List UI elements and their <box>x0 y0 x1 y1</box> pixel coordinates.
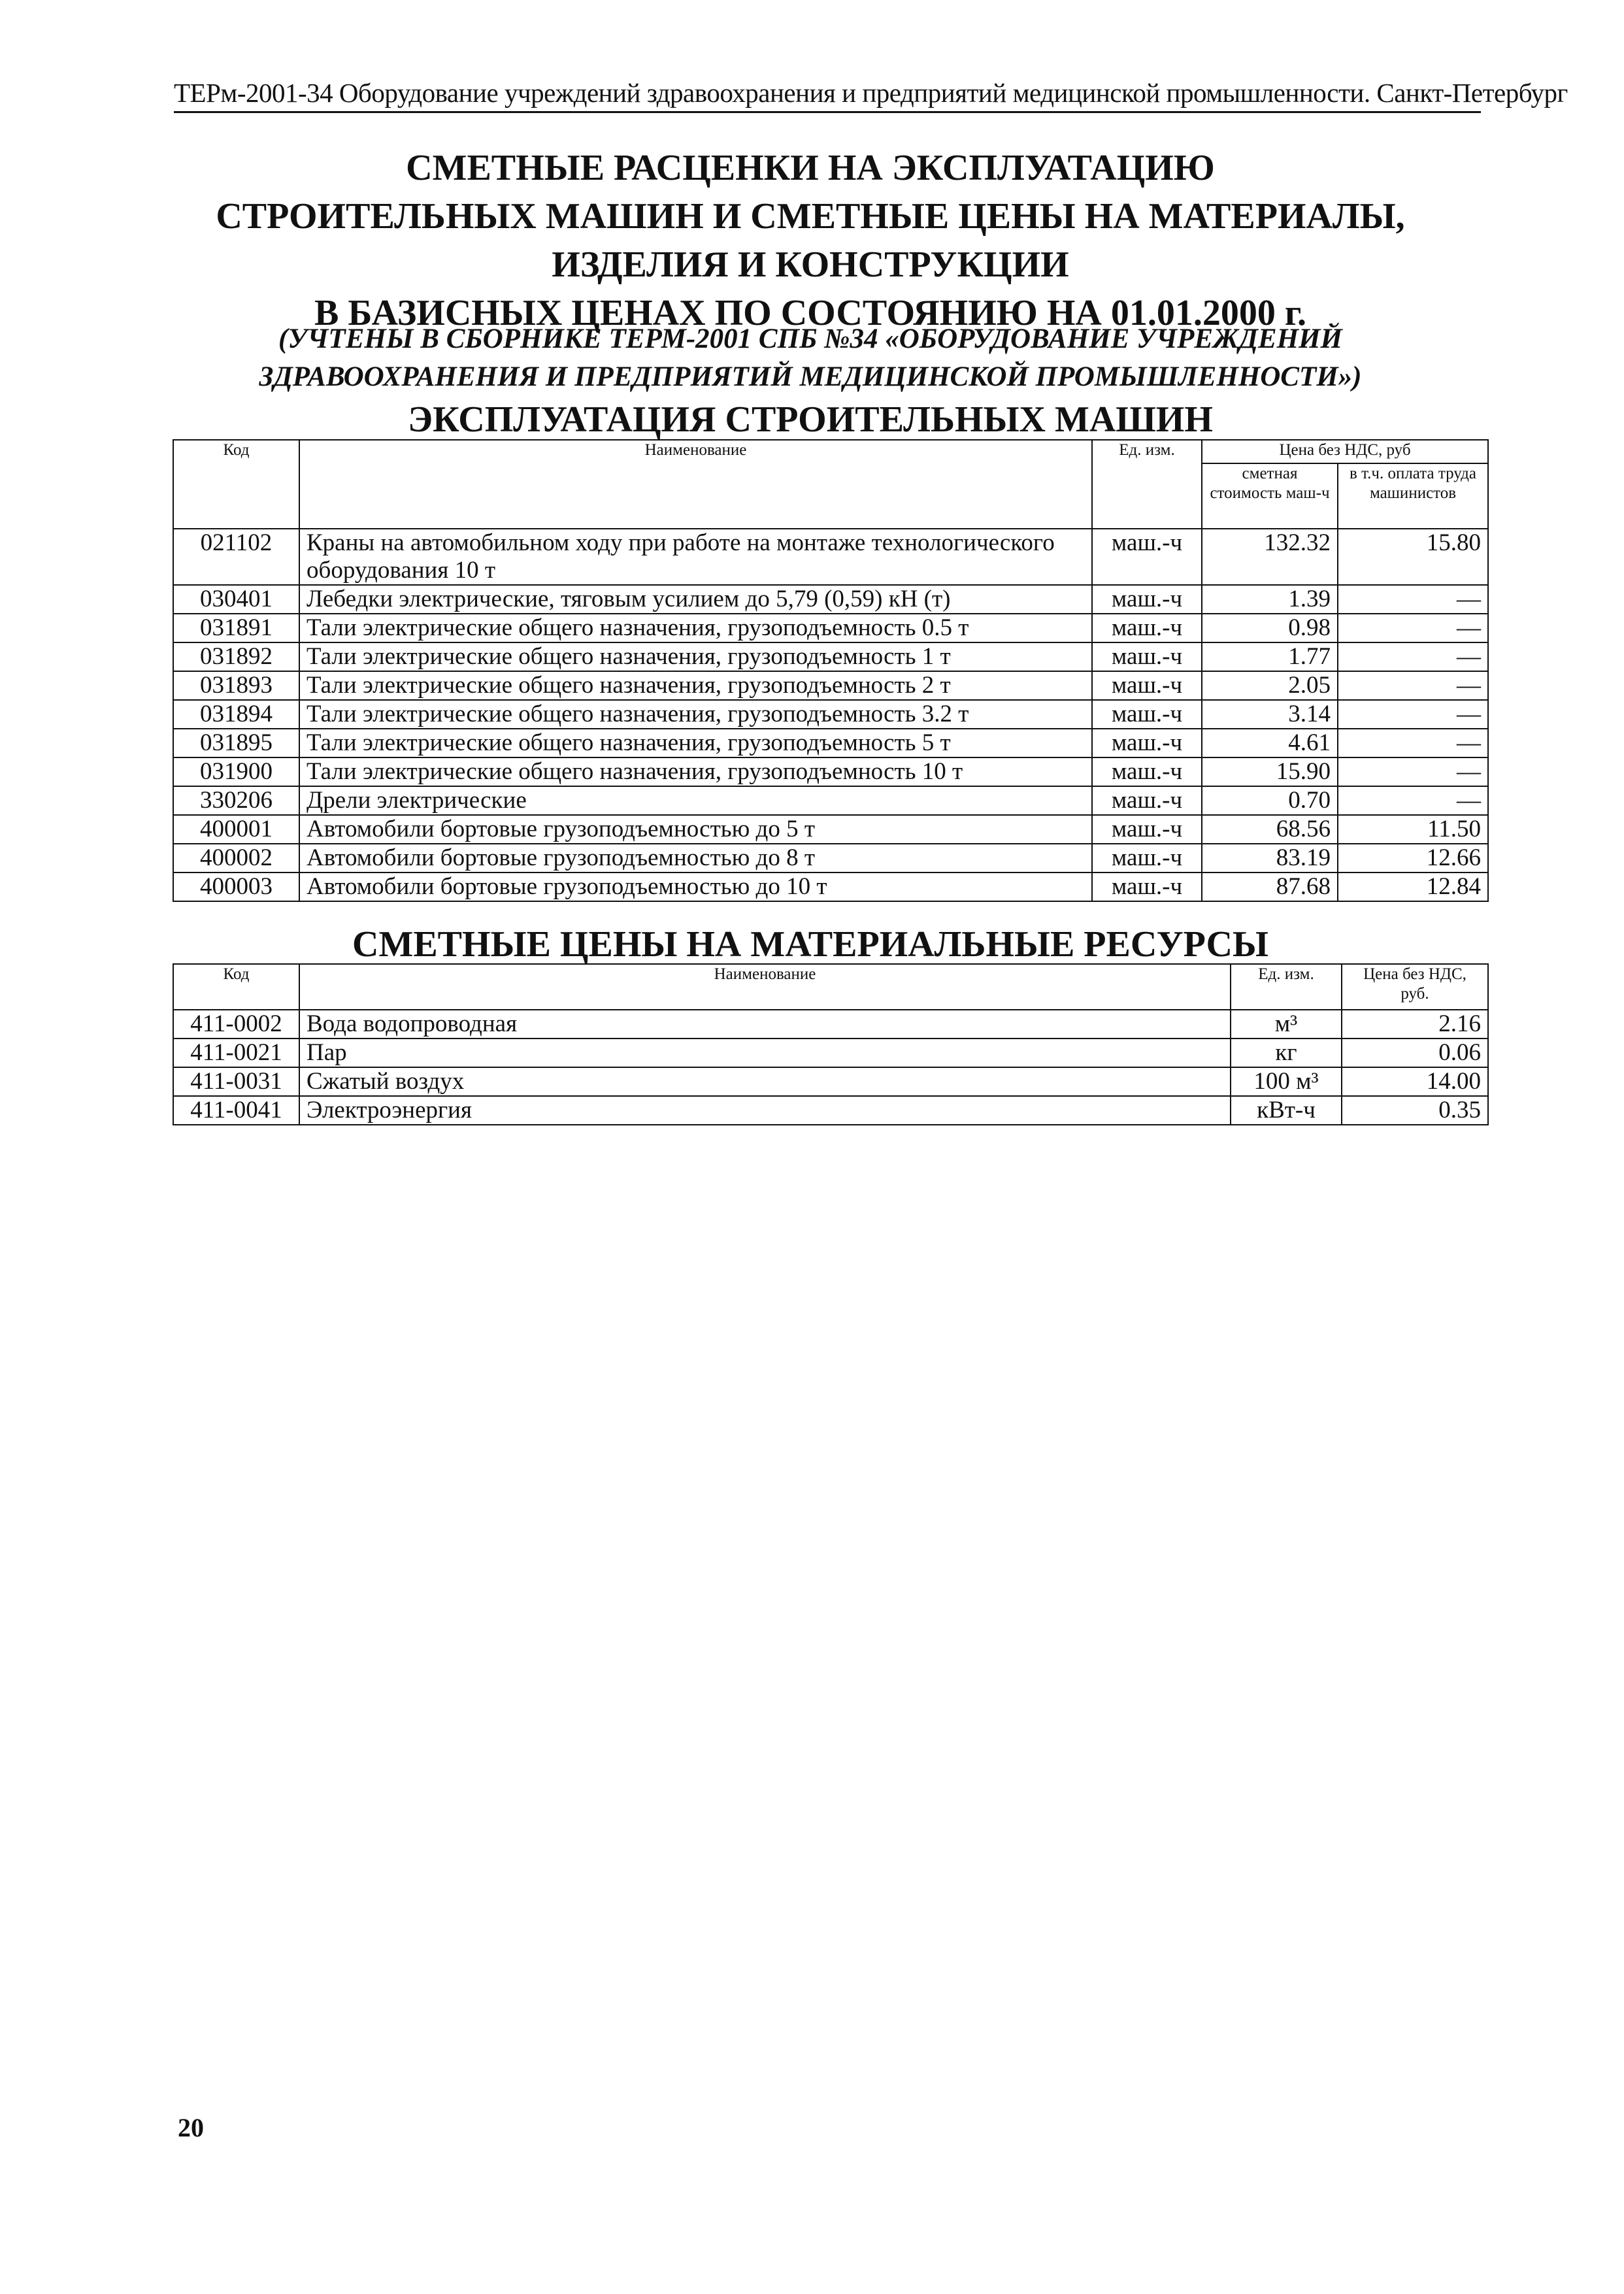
main-title-line: В БАЗИСНЫХ ЦЕНАХ ПО СОСТОЯНИЮ НА 01.01.2000 г. <box>314 293 1306 333</box>
cell-cost: 83.19 <box>1202 844 1338 873</box>
cell-cost: 1.77 <box>1202 642 1338 671</box>
cell-unit: маш.-ч <box>1092 671 1202 700</box>
cell-unit: маш.-ч <box>1092 642 1202 671</box>
subtitle-line: ЗДРАВООХРАНЕНИЯ И ПРЕДПРИЯТИЙ МЕДИЦИНСКОЙ ПРОМЫШЛЕННОСТИ») <box>259 361 1362 392</box>
cell-cost: 15.90 <box>1202 757 1338 786</box>
table-row <box>173 815 1488 844</box>
cell-price: 2.16 <box>1342 1010 1488 1039</box>
page-number: 20 <box>178 2113 204 2142</box>
cell-code: 330206 <box>173 786 299 815</box>
col-header-name: Наименование <box>299 440 1092 529</box>
subtitle <box>196 320 1425 396</box>
table-row <box>173 700 1488 729</box>
col-header-name: Наименование <box>299 964 1231 1010</box>
cell-unit: маш.-ч <box>1092 585 1202 614</box>
cell-name: Автомобили бортовые грузоподъемностью до 8 т <box>299 844 1092 873</box>
cell-wage: 12.84 <box>1338 873 1488 901</box>
cell-code: 031900 <box>173 757 299 786</box>
cell-wage: 15.80 <box>1338 529 1488 585</box>
cell-price: 0.35 <box>1342 1096 1488 1125</box>
cell-unit: маш.-ч <box>1092 614 1202 642</box>
cell-unit: маш.-ч <box>1092 786 1202 815</box>
cell-code: 031894 <box>173 700 299 729</box>
table-row <box>173 757 1488 786</box>
cell-unit: маш.-ч <box>1092 529 1202 585</box>
table-row <box>173 585 1488 614</box>
col-header-price-group: Цена без НДС, руб <box>1202 440 1488 463</box>
col-header-unit: Ед. изм. <box>1092 440 1202 529</box>
machines-table <box>173 439 1489 902</box>
cell-wage: — <box>1338 757 1488 786</box>
cell-unit: 100 м³ <box>1231 1067 1342 1096</box>
cell-code: 400001 <box>173 815 299 844</box>
cell-cost: 132.32 <box>1202 529 1338 585</box>
cell-name: Тали электрические общего назначения, грузоподъемность 5 т <box>299 729 1092 757</box>
cell-unit: маш.-ч <box>1092 729 1202 757</box>
cell-name: Автомобили бортовые грузоподъемностью до 5 т <box>299 815 1092 844</box>
cell-wage: 11.50 <box>1338 815 1488 844</box>
main-title-line: ИЗДЕЛИЯ И КОНСТРУКЦИИ <box>552 244 1069 285</box>
cell-code: 411-0031 <box>173 1067 299 1096</box>
table-row <box>173 1096 1488 1125</box>
cell-unit: маш.-ч <box>1092 757 1202 786</box>
cell-code: 411-0021 <box>173 1039 299 1067</box>
cell-name: Электроэнергия <box>299 1096 1231 1125</box>
cell-cost: 3.14 <box>1202 700 1338 729</box>
cell-wage: — <box>1338 614 1488 642</box>
cell-name: Лебедки электрические, тяговым усилием до 5,79 (0,59) кН (т) <box>299 585 1092 614</box>
running-header: ТЕРм-2001-34 Оборудование учреждений здравоохранения и предприятий медицинской промышленности. Санкт-Петербург <box>174 77 1481 113</box>
cell-unit: маш.-ч <box>1092 844 1202 873</box>
cell-wage: — <box>1338 642 1488 671</box>
cell-cost: 87.68 <box>1202 873 1338 901</box>
cell-unit: маш.-ч <box>1092 873 1202 901</box>
main-title-line: СТРОИТЕЛЬНЫХ МАШИН И СМЕТНЫЕ ЦЕНЫ НА МАТЕРИАЛЫ, <box>216 196 1405 237</box>
cell-name: Сжатый воздух <box>299 1067 1231 1096</box>
cell-unit: м³ <box>1231 1010 1342 1039</box>
table-row <box>173 786 1488 815</box>
col-header-code: Код <box>173 440 299 529</box>
cell-wage: — <box>1338 786 1488 815</box>
cell-name: Тали электрические общего назначения, грузоподъемность 1 т <box>299 642 1092 671</box>
table-row <box>173 1039 1488 1067</box>
cell-code: 411-0002 <box>173 1010 299 1039</box>
cell-name: Краны на автомобильном ходу при работе на монтаже технологического оборудования 10 т <box>299 529 1092 585</box>
cell-code: 411-0041 <box>173 1096 299 1125</box>
cell-name: Пар <box>299 1039 1231 1067</box>
table-row <box>173 1010 1488 1039</box>
cell-cost: 1.39 <box>1202 585 1338 614</box>
subtitle-line: (УЧТЕНЫ В СБОРНИКЕ ТЕРМ-2001 СПБ №34 «ОБОРУДОВАНИЕ УЧРЕЖДЕНИЙ <box>278 324 1342 354</box>
materials-section-title: СМЕТНЫЕ ЦЕНЫ НА МАТЕРИАЛЬНЫЕ РЕСУРСЫ <box>352 924 1268 965</box>
cell-cost: 0.70 <box>1202 786 1338 815</box>
cell-code: 031895 <box>173 729 299 757</box>
machines-section-title: ЭКСПЛУАТАЦИЯ СТРОИТЕЛЬНЫХ МАШИН <box>408 399 1213 440</box>
cell-name: Вода водопроводная <box>299 1010 1231 1039</box>
cell-unit: кВт-ч <box>1231 1096 1342 1125</box>
cell-price: 0.06 <box>1342 1039 1488 1067</box>
cell-cost: 4.61 <box>1202 729 1338 757</box>
table-row <box>173 844 1488 873</box>
cell-code: 031891 <box>173 614 299 642</box>
col-header-price: Цена без НДС, руб. <box>1342 964 1488 1010</box>
table-row <box>173 671 1488 700</box>
cell-code: 021102 <box>173 529 299 585</box>
cell-wage: 12.66 <box>1338 844 1488 873</box>
cell-name: Тали электрические общего назначения, грузоподъемность 10 т <box>299 757 1092 786</box>
col-header-wage: в т.ч. оплата труда машинистов <box>1338 463 1488 529</box>
cell-name: Дрели электрические <box>299 786 1092 815</box>
table-row <box>173 873 1488 901</box>
cell-unit: кг <box>1231 1039 1342 1067</box>
col-header-code: Код <box>173 964 299 1010</box>
table-row <box>173 529 1488 585</box>
cell-wage: — <box>1338 729 1488 757</box>
cell-code: 031893 <box>173 671 299 700</box>
table-row <box>173 729 1488 757</box>
cell-name: Тали электрические общего назначения, грузоподъемность 3.2 т <box>299 700 1092 729</box>
cell-name: Тали электрические общего назначения, грузоподъемность 2 т <box>299 671 1092 700</box>
cell-unit: маш.-ч <box>1092 815 1202 844</box>
cell-code: 400003 <box>173 873 299 901</box>
table-row <box>173 1067 1488 1096</box>
cell-code: 031892 <box>173 642 299 671</box>
main-title <box>196 144 1425 337</box>
cell-name: Автомобили бортовые грузоподъемностью до 10 т <box>299 873 1092 901</box>
cell-wage: — <box>1338 585 1488 614</box>
cell-cost: 68.56 <box>1202 815 1338 844</box>
cell-name: Тали электрические общего назначения, грузоподъемность 0.5 т <box>299 614 1092 642</box>
materials-table <box>173 963 1489 1125</box>
col-header-cost: сметная стоимость маш-ч <box>1202 463 1338 529</box>
cell-cost: 2.05 <box>1202 671 1338 700</box>
table-row <box>173 614 1488 642</box>
cell-unit: маш.-ч <box>1092 700 1202 729</box>
cell-cost: 0.98 <box>1202 614 1338 642</box>
cell-wage: — <box>1338 700 1488 729</box>
cell-wage: — <box>1338 671 1488 700</box>
col-header-unit: Ед. изм. <box>1231 964 1342 1010</box>
cell-price: 14.00 <box>1342 1067 1488 1096</box>
cell-code: 030401 <box>173 585 299 614</box>
table-row <box>173 642 1488 671</box>
cell-code: 400002 <box>173 844 299 873</box>
main-title-line: СМЕТНЫЕ РАСЦЕНКИ НА ЭКСПЛУАТАЦИЮ <box>406 148 1215 188</box>
